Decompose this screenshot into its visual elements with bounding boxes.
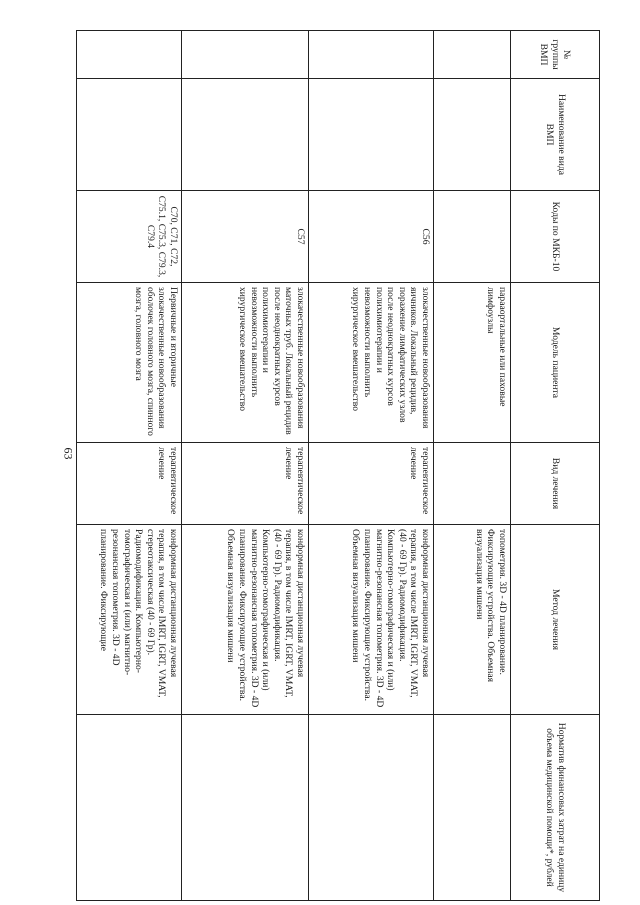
cell-norm bbox=[182, 715, 309, 901]
cell-group bbox=[182, 31, 309, 79]
cell-treatment-type: терапевтическое лечение bbox=[182, 443, 309, 525]
cell-method: конформная дистанционная лучевая терапия, в том числе IMRT, IGRT, VMAT, (40 - 69 Гр). Радиомодификация. Компьютерно-томографическая и (или) магнитно-резонансная топометрия. 3D - 4D планирование. Фиксирующие устройства. Объемная визуализация мишени bbox=[309, 525, 434, 715]
vmp-table bbox=[76, 30, 600, 901]
header-treatment-type: Вид лечения bbox=[511, 443, 600, 525]
cell-group bbox=[309, 31, 434, 79]
cell-codes bbox=[434, 191, 511, 283]
header-name: Наименование вида ВМП bbox=[511, 79, 600, 191]
cell-model: Первичные и вторичные злокачественные новообразования оболочек головного мозга, спинного мозга, головного мозга bbox=[77, 283, 182, 443]
cell-method: конформная дистанционная лучевая терапия, в том числе IMRT, IGRT, VMAT, (40 - 69 Гр). Радиомодификация. Компьютерно-томографическая и (или) магнитно-резонансная топометрия. 3D - 4D планирование. Фиксирующие устройства. Объемная визуализация мишени bbox=[182, 525, 309, 715]
cell-treatment-type bbox=[434, 443, 511, 525]
header-norm: Норматив финансовых затрат на единицу объема медицинской помощи*, рублей bbox=[511, 715, 600, 901]
cell-method: конформная дистанционная лучевая терапия, в том числе IMRT, IGRT, VMAT, стереотаксическая (40 - 69 Гр). Радиомодификация. Компьютерно-томографическая и (или) магнитно-резонансная топометрия. 3D - 4D планирование. Фиксирующие bbox=[77, 525, 182, 715]
cell-treatment-type: терапевтическое лечение bbox=[77, 443, 182, 525]
cell-model: злокачественные новообразования маточных труб. Локальный рецидив после неоднократных курсов полихимиотерапии и невозможности выполнить хирургическое вмешательство bbox=[182, 283, 309, 443]
table-row bbox=[309, 31, 434, 901]
cell-name bbox=[309, 79, 434, 191]
cell-method: топометрия. 3D - 4D планирование. Фиксирующие устройства. Объемная визуализация мишени bbox=[434, 525, 511, 715]
cell-norm bbox=[309, 715, 434, 901]
table-row bbox=[434, 31, 511, 901]
rotated-table-canvas bbox=[85, 30, 600, 900]
cell-name bbox=[434, 79, 511, 191]
cell-model: парааортальные или паховые лимфоузлы bbox=[434, 283, 511, 443]
cell-name bbox=[182, 79, 309, 191]
header-method: Метод лечения bbox=[511, 525, 600, 715]
cell-norm bbox=[77, 715, 182, 901]
table-row bbox=[182, 31, 309, 901]
page-number: 63 bbox=[61, 447, 76, 460]
table-header-row bbox=[511, 31, 600, 901]
cell-model: злокачественные новообразования яичников. Локальный рецидив, поражение лимфатических узлов после неоднократных курсов полихимиотерапии и невозможности выполнить хирургическое вмешательство bbox=[309, 283, 434, 443]
header-model: Модель пациента bbox=[511, 283, 600, 443]
cell-codes: C70, C71, C72, C75.1, C75.3, C79.3, C79.4 bbox=[77, 191, 182, 283]
cell-name bbox=[77, 79, 182, 191]
cell-norm bbox=[434, 715, 511, 901]
cell-codes: C56 bbox=[309, 191, 434, 283]
table-row bbox=[77, 31, 182, 901]
cell-treatment-type: терапевтическое лечение bbox=[309, 443, 434, 525]
header-codes: Коды по МКБ-10 bbox=[511, 191, 600, 283]
header-group: № группы ВМП bbox=[511, 31, 600, 79]
cell-group bbox=[77, 31, 182, 79]
cell-group bbox=[434, 31, 511, 79]
cell-codes: C57 bbox=[182, 191, 309, 283]
